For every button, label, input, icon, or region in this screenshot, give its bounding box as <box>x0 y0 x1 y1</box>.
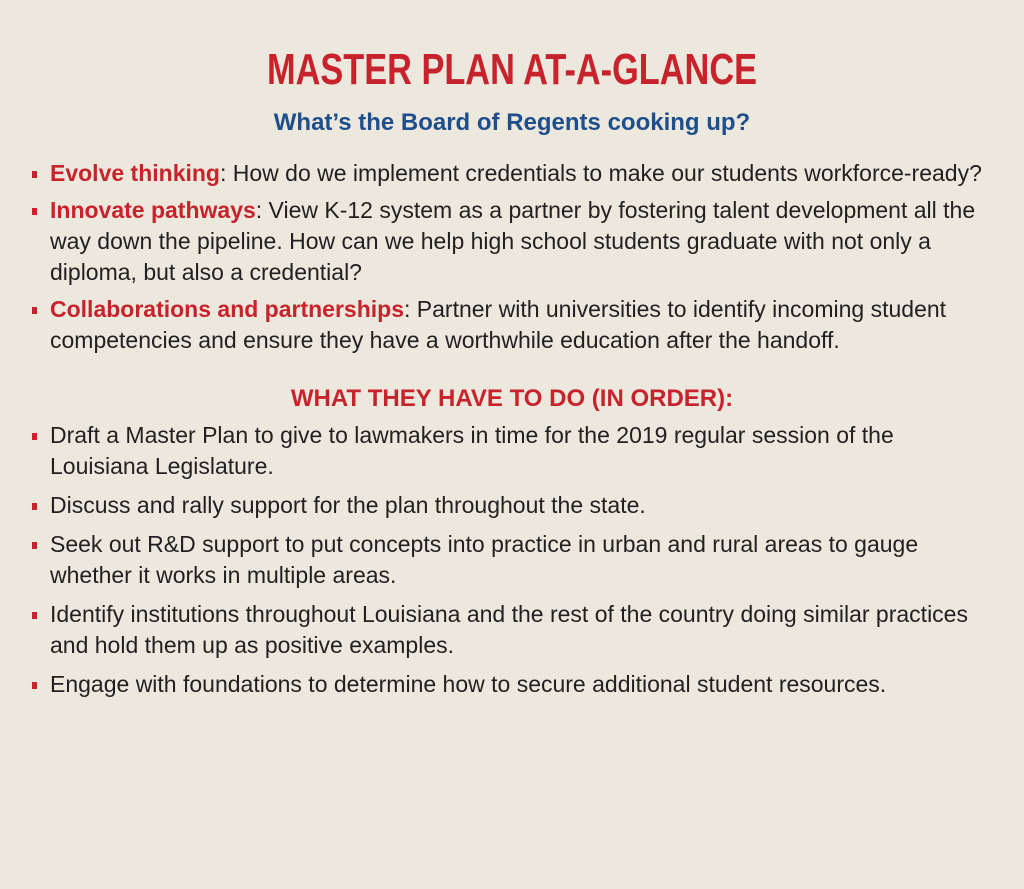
steps-list <box>30 420 994 700</box>
goal-text: : How do we implement credentials to make our students workforce-ready? <box>219 160 982 186</box>
goals-list <box>30 158 994 356</box>
bullet-square-icon <box>32 503 37 510</box>
step-item <box>30 599 994 661</box>
step-item <box>30 669 994 700</box>
step-item <box>30 420 994 482</box>
step-text: Draft a Master Plan to give to lawmakers in time for the 2019 regular session of the Louisiana Legislature. <box>50 422 894 479</box>
steps-heading: WHAT THEY HAVE TO DO (IN ORDER): <box>290 385 734 412</box>
page-title: MASTER PLAN AT-A-GLANCE <box>267 45 757 94</box>
goal-item <box>30 158 994 189</box>
step-item <box>30 529 994 591</box>
step-text: Seek out R&D support to put concepts into practice in urban and rural areas to gauge whether it works in multiple areas. <box>50 531 919 588</box>
step-text: Discuss and rally support for the plan throughout the state. <box>50 492 646 518</box>
bullet-square-icon <box>32 612 37 619</box>
bullet-square-icon <box>32 433 37 440</box>
page-subtitle: What’s the Board of Regents cooking up? <box>273 109 751 136</box>
step-text: Identify institutions throughout Louisiana and the rest of the country doing similar practices and hold them up as positive examples. <box>50 601 968 658</box>
bullet-square-icon <box>32 542 37 549</box>
goal-text: : View K-12 system as a partner by fostering talent development all the way down the pipeline. How can we help high school students graduate with not only a diploma, but also a credential? <box>50 197 976 285</box>
step-text: Engage with foundations to determine how to secure additional student resources. <box>50 671 887 697</box>
goal-term: Collaborations and partnerships <box>50 296 404 322</box>
goal-item <box>30 294 994 356</box>
goal-term: Innovate pathways <box>50 197 256 223</box>
bullet-square-icon <box>32 208 37 215</box>
goal-item <box>30 195 994 288</box>
bullet-square-icon <box>32 307 37 314</box>
bullet-square-icon <box>32 171 37 178</box>
step-item <box>30 490 994 521</box>
bullet-square-icon <box>32 682 37 689</box>
goal-term: Evolve thinking <box>50 160 220 186</box>
goal-text: : Partner with universities to identify incoming student competencies and ensure they have a worthwhile education after the handoff. <box>50 296 947 353</box>
